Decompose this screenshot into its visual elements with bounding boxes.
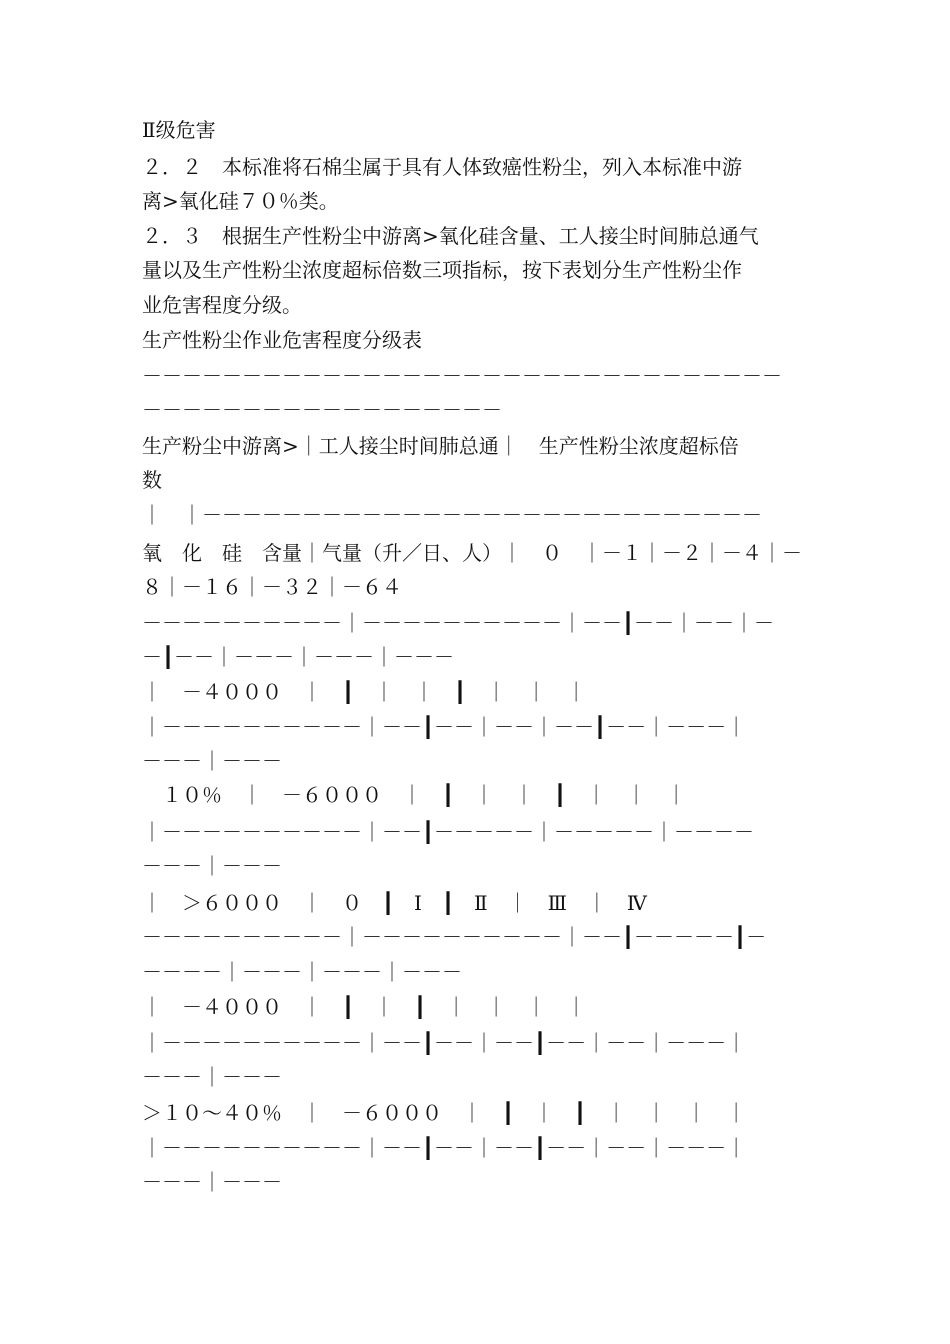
table-header-line: 氧 化 硅 含量｜气量（升／日、人）｜ ０ ｜－１｜－２｜－４｜－ xyxy=(142,541,802,565)
table-header-line: ８｜－１６｜－３２｜－６４ xyxy=(142,575,402,599)
table-rule: －－－｜－－－ xyxy=(142,854,282,878)
table-row: ＞１０～４０％ ｜ －６０００ ｜ ┃ ｜ ┃ ｜ ｜ ｜ ｜ xyxy=(142,1101,747,1125)
table-rule: －－－｜－－－ xyxy=(142,749,282,773)
table-rule: ｜－－－－－－－－－－｜－－┃－－｜－－┃－－｜－－｜－－－｜ xyxy=(142,1031,747,1055)
table-rule: －－－｜－－－ xyxy=(142,1170,282,1194)
table-header-line: 数 xyxy=(142,468,162,492)
table-row: １０％ ｜ －６０００ ｜ ┃ ｜ ｜ ┃ ｜ ｜ ｜ xyxy=(142,783,687,807)
section-heading: Ⅱ级危害 xyxy=(142,118,216,142)
table-header-line: ｜ ｜－－－－－－－－－－－－－－－－－－－－－－－－－－－－ xyxy=(142,503,762,527)
table-title: 生产性粉尘作业危害程度分级表 xyxy=(142,328,422,352)
table-rule: ｜－－－－－－－－－－｜－－┃－－｜－－｜－－┃－－｜－－－｜ xyxy=(142,715,747,739)
table-rule: －－－－｜－－－｜－－－｜－－－ xyxy=(142,960,462,984)
table-row: ｜ －４０００ ｜ ┃ ｜ ｜ ┃ ｜ ｜ ｜ xyxy=(142,680,587,704)
table-row: ｜ －４０００ ｜ ┃ ｜ ┃ ｜ ｜ ｜ ｜ xyxy=(142,995,587,1019)
table-rule: －－－－－－－－－－｜－－－－－－－－－－｜－－┃－－－－－┃－ xyxy=(142,925,767,949)
table-rule: －－－｜－－－ xyxy=(142,1065,282,1089)
table-rule: －┃－－｜－－－｜－－－｜－－－ xyxy=(142,645,455,669)
table-rule: ｜－－－－－－－－－－｜－－┃－－－－－｜－－－－－｜－－－－ xyxy=(142,820,755,844)
table-rule: ｜－－－－－－－－－－｜－－┃－－｜－－┃－－｜－－｜－－－｜ xyxy=(142,1136,747,1160)
table-header-line: 生产粉尘中游离>｜工人接尘时间肺总通｜ 生产性粉尘浓度超标倍 xyxy=(142,434,739,458)
table-row: ｜ ＞６０００ ｜ ０ ┃ Ⅰ ┃ Ⅱ ｜ Ⅲ ｜ Ⅳ xyxy=(142,891,647,915)
paragraph-2-2-line-1: ２．２ 本标准将石棉尘属于具有人体致癌性粉尘，列入本标准中游 xyxy=(142,155,742,179)
paragraph-2-3-line-3: 业危害程度分级。 xyxy=(142,293,302,317)
paragraph-2-3-line-2: 量以及生产性粉尘浓度超标倍数三项指标，按下表划分生产性粉尘作 xyxy=(142,258,742,282)
table-rule: －－－－－－－－－－－－－－－－－－ xyxy=(142,398,502,422)
table-rule: －－－－－－－－－－｜－－－－－－－－－－｜－－┃－－｜－－｜－ xyxy=(142,611,775,635)
table-rule: －－－－－－－－－－－－－－－－－－－－－－－－－－－－－－－－ xyxy=(142,364,782,388)
paragraph-2-2-line-2: 离>氧化硅７０％类。 xyxy=(142,189,339,213)
paragraph-2-3-line-1: ２．３ 根据生产性粉尘中游离>氧化硅含量、工人接尘时间肺总通气 xyxy=(142,224,759,248)
